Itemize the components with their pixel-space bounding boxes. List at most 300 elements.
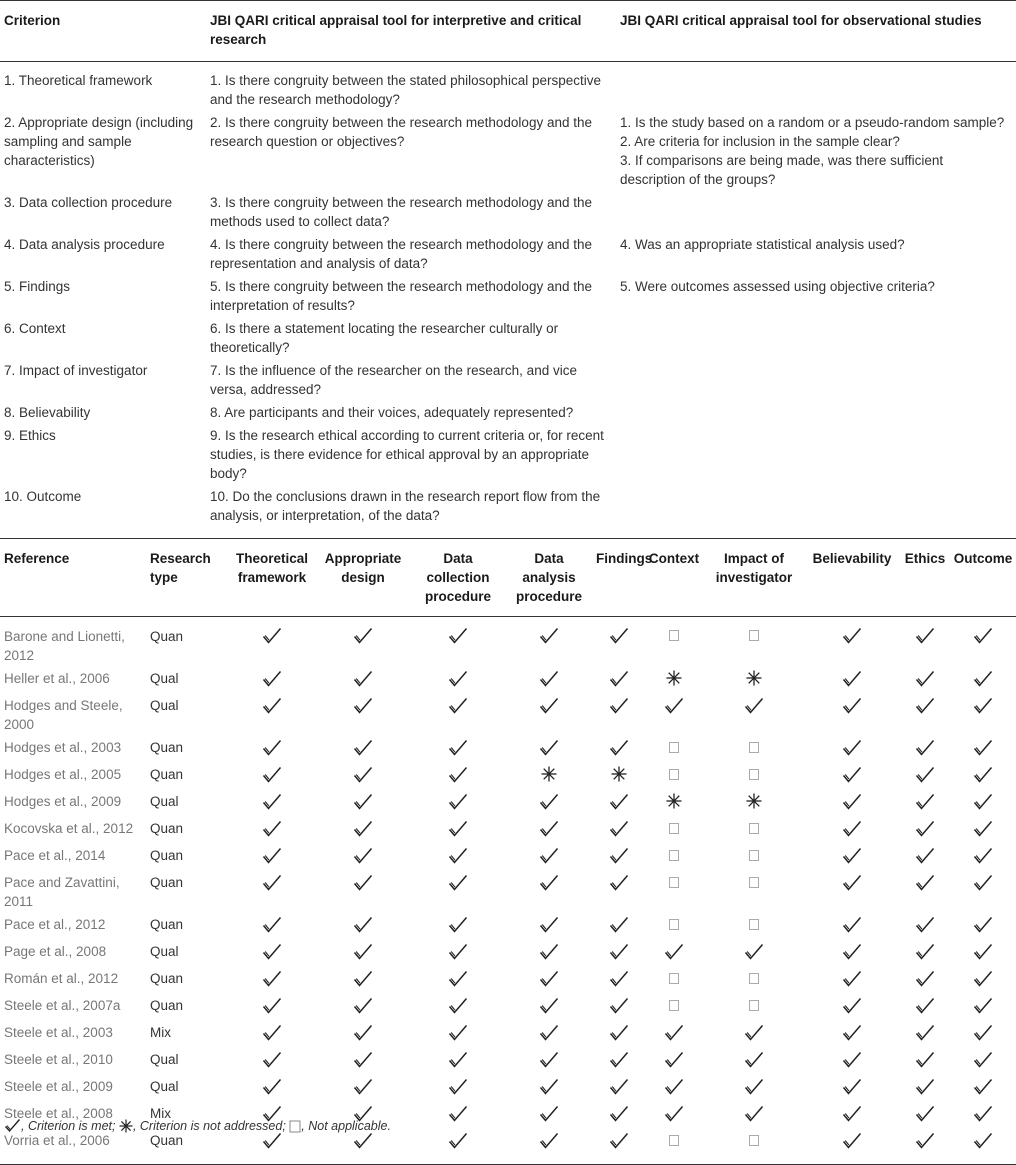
research-type-cell: Qual: [150, 698, 179, 713]
study-table: [0, 538, 1016, 1165]
check-icon: [262, 1024, 282, 1046]
check-icon: [744, 697, 764, 719]
criteria-header-row: [0, 1, 1016, 62]
research-type-cell: Qual: [150, 1052, 179, 1067]
criterion-met-cell: [950, 1021, 1016, 1048]
check-icon: [262, 847, 282, 869]
study-row: [0, 667, 1016, 694]
criterion-met-cell: [230, 940, 314, 967]
criterion-met-cell: [950, 667, 1016, 694]
criterion-met-cell: [504, 1048, 594, 1075]
study-header-findings: Findings: [596, 551, 653, 566]
check-icon: [842, 916, 862, 938]
criterion-met-cell: [230, 1021, 314, 1048]
criterion-met-cell: [230, 1075, 314, 1102]
research-type-cell: Quan: [150, 875, 184, 890]
box-icon: [669, 630, 679, 641]
star-icon: [119, 1119, 133, 1133]
check-icon: [609, 739, 629, 761]
check-icon: [448, 916, 468, 938]
criterion-met-cell: [412, 1075, 504, 1102]
research-type-cell: Quan: [150, 629, 184, 644]
study-row: [0, 871, 1016, 913]
check-icon: [842, 970, 862, 992]
check-icon: [664, 943, 684, 965]
criterion-met-cell: [950, 940, 1016, 967]
interpretive-question-cell: 10. Do the conclusions drawn in the research report flow from the analysis, or interpretation, of the data?: [210, 489, 601, 523]
check-icon: [262, 766, 282, 788]
criterion-met-cell: [900, 790, 950, 817]
reference-cell: Hodges et al., 2003: [4, 740, 122, 755]
research-type-cell: Quan: [150, 848, 184, 863]
not-applicable-cell: [644, 1129, 704, 1165]
check-icon: [842, 874, 862, 896]
research-type-cell: Mix: [150, 1106, 171, 1121]
check-icon: [842, 943, 862, 965]
check-icon: [664, 1105, 684, 1127]
criterion-met-cell: [950, 994, 1016, 1021]
criterion-met-cell: [804, 940, 900, 967]
criterion-met-cell: [314, 913, 412, 940]
check-icon: [973, 670, 993, 692]
criteria-row: [0, 62, 1016, 112]
criterion-met-cell: [504, 967, 594, 994]
check-icon: [539, 847, 559, 869]
research-type-cell: Qual: [150, 944, 179, 959]
criterion-not-addressed-cell: [504, 763, 594, 790]
check-icon: [353, 874, 373, 896]
reference-cell: Steele et al., 2009: [4, 1079, 113, 1094]
reference-cell: Hodges et al., 2005: [4, 767, 122, 782]
check-icon: [915, 916, 935, 938]
criterion-met-cell: [900, 763, 950, 790]
criterion-met-cell: [504, 871, 594, 913]
check-icon: [539, 1051, 559, 1073]
criterion-met-cell: [804, 667, 900, 694]
observational-question-cell: [616, 275, 1016, 317]
research-type-cell: Quan: [150, 821, 184, 836]
check-icon: [609, 916, 629, 938]
check-icon: [915, 874, 935, 896]
check-icon: [915, 820, 935, 842]
check-icon: [448, 1078, 468, 1100]
criterion-met-cell: [504, 736, 594, 763]
criterion-met-cell: [314, 844, 412, 871]
not-applicable-cell: [704, 844, 804, 871]
check-icon: [842, 670, 862, 692]
check-icon: [842, 1024, 862, 1046]
criterion-met-cell: [230, 736, 314, 763]
criterion-met-cell: [644, 694, 704, 736]
criterion-met-cell: [230, 763, 314, 790]
box-icon: [669, 769, 679, 780]
check-icon: [842, 766, 862, 788]
study-header-outcome: Outcome: [953, 551, 1013, 566]
study-row: [0, 994, 1016, 1021]
criteria-row: [0, 191, 1016, 233]
criterion-met-cell: [900, 817, 950, 844]
criterion-met-cell: [504, 617, 594, 668]
criterion-cell: 1. Theoretical framework: [4, 73, 153, 88]
reference-cell: Román et al., 2012: [4, 971, 119, 986]
criteria-row: [0, 485, 1016, 535]
criterion-met-cell: [230, 913, 314, 940]
criteria-table: [0, 0, 1016, 535]
observational-question-cell: [616, 424, 1016, 485]
criterion-met-cell: [314, 817, 412, 844]
study-header-context: Context: [648, 551, 700, 566]
box-icon: [669, 919, 679, 930]
criterion-met-cell: [230, 667, 314, 694]
reference-cell: Heller et al., 2006: [4, 671, 110, 686]
check-icon: [448, 766, 468, 788]
check-icon: [4, 1119, 21, 1133]
criterion-cell: 3. Data collection procedure: [4, 195, 173, 210]
criterion-met-cell: [230, 967, 314, 994]
check-icon: [609, 1132, 629, 1154]
check-icon: [915, 1078, 935, 1100]
check-icon: [539, 1132, 559, 1154]
criterion-met-cell: [504, 940, 594, 967]
interpretive-question-cell: 8. Are participants and their voices, adequately represented?: [210, 405, 574, 420]
check-icon: [973, 627, 993, 649]
criterion-met-cell: [900, 1102, 950, 1129]
check-icon: [915, 1105, 935, 1127]
check-icon: [448, 697, 468, 719]
criterion-met-cell: [412, 817, 504, 844]
check-icon: [262, 739, 282, 761]
observational-question: 5. Were outcomes assessed using objective criteria?: [620, 279, 935, 294]
check-icon: [744, 1024, 764, 1046]
check-icon: [448, 943, 468, 965]
check-icon: [448, 739, 468, 761]
study-header-impact: Impact of investigator: [715, 551, 793, 585]
box-icon: [749, 919, 759, 930]
box-icon: [749, 823, 759, 834]
check-icon: [842, 847, 862, 869]
not-applicable-cell: [704, 736, 804, 763]
criterion-met-cell: [594, 667, 644, 694]
check-icon: [539, 997, 559, 1019]
criterion-met-cell: [950, 1129, 1016, 1165]
criteria-row: [0, 275, 1016, 317]
criterion-met-cell: [704, 1021, 804, 1048]
check-icon: [448, 820, 468, 842]
check-icon: [664, 1024, 684, 1046]
observational-question-cell: [616, 317, 1016, 359]
study-row: [0, 940, 1016, 967]
legend-footnote: [4, 1118, 391, 1133]
not-applicable-cell: [644, 617, 704, 668]
study-row: [0, 694, 1016, 736]
criterion-met-cell: [594, 844, 644, 871]
check-icon: [539, 970, 559, 992]
check-icon: [842, 1105, 862, 1127]
check-icon: [842, 820, 862, 842]
criterion-met-cell: [804, 967, 900, 994]
not-applicable-cell: [644, 913, 704, 940]
reference-cell: Page et al., 2008: [4, 944, 107, 959]
criterion-cell: 9. Ethics: [4, 428, 56, 443]
criterion-met-cell: [412, 790, 504, 817]
criterion-met-cell: [950, 967, 1016, 994]
interpretive-question-cell: 1. Is there congruity between the stated philosophical perspective and the research methodology?: [210, 73, 601, 107]
criterion-met-cell: [504, 994, 594, 1021]
criterion-met-cell: [230, 617, 314, 668]
box-icon: [749, 973, 759, 984]
study-row: [0, 844, 1016, 871]
reference-cell: Pace et al., 2012: [4, 917, 106, 932]
criterion-met-cell: [594, 967, 644, 994]
check-icon: [353, 847, 373, 869]
study-row: [0, 1129, 1016, 1165]
criterion-not-addressed-cell: [704, 790, 804, 817]
not-applicable-cell: [644, 763, 704, 790]
interpretive-question-cell: 7. Is the influence of the researcher on the research, and vice versa, addressed?: [210, 363, 577, 397]
criterion-met-cell: [804, 1021, 900, 1048]
not-applicable-cell: [704, 817, 804, 844]
criteria-row: [0, 111, 1016, 191]
check-icon: [973, 820, 993, 842]
not-applicable-cell: [704, 913, 804, 940]
check-icon: [609, 997, 629, 1019]
check-icon: [915, 766, 935, 788]
check-icon: [744, 1078, 764, 1100]
observational-question: 3. If comparisons are being made, was there sufficient description of the groups?: [620, 153, 944, 187]
study-header-row: [0, 539, 1016, 617]
criterion-not-addressed-cell: [594, 763, 644, 790]
box-icon: [669, 973, 679, 984]
criterion-met-cell: [230, 817, 314, 844]
check-icon: [842, 697, 862, 719]
study-row: [0, 790, 1016, 817]
study-header-believability: Believability: [812, 551, 892, 566]
criterion-met-cell: [804, 817, 900, 844]
criterion-met-cell: [412, 1129, 504, 1165]
criterion-met-cell: [594, 1021, 644, 1048]
criterion-met-cell: [230, 1048, 314, 1075]
criteria-row: [0, 233, 1016, 275]
criterion-met-cell: [594, 694, 644, 736]
observational-question-cell: [616, 191, 1016, 233]
criterion-met-cell: [504, 667, 594, 694]
criterion-met-cell: [804, 871, 900, 913]
criterion-met-cell: [504, 913, 594, 940]
criteria-row: [0, 401, 1016, 424]
reference-cell: Hodges et al., 2009: [4, 794, 122, 809]
criterion-met-cell: [900, 967, 950, 994]
criterion-met-cell: [704, 940, 804, 967]
star-icon: [746, 793, 762, 814]
reference-cell: Barone and Lionetti, 2012: [4, 629, 125, 663]
box-icon: [669, 877, 679, 888]
check-icon: [609, 793, 629, 815]
check-icon: [262, 1051, 282, 1073]
criterion-met-cell: [230, 1129, 314, 1165]
study-row: [0, 763, 1016, 790]
check-icon: [262, 670, 282, 692]
box-icon: [749, 1000, 759, 1011]
box-icon: [669, 850, 679, 861]
check-icon: [262, 820, 282, 842]
criterion-not-addressed-cell: [644, 667, 704, 694]
check-icon: [539, 916, 559, 938]
criterion-met-cell: [950, 617, 1016, 668]
study-row: [0, 817, 1016, 844]
criterion-met-cell: [900, 667, 950, 694]
check-icon: [353, 739, 373, 761]
study-row: [0, 1075, 1016, 1102]
criterion-met-cell: [412, 913, 504, 940]
criterion-met-cell: [950, 1075, 1016, 1102]
research-type-cell: Qual: [150, 671, 179, 686]
check-icon: [842, 1132, 862, 1154]
check-icon: [539, 697, 559, 719]
check-icon: [915, 1051, 935, 1073]
box-icon: [669, 742, 679, 753]
study-header-ethics: Ethics: [904, 551, 946, 566]
criterion-met-cell: [900, 1075, 950, 1102]
check-icon: [664, 1078, 684, 1100]
box-icon: [749, 850, 759, 861]
criterion-met-cell: [412, 736, 504, 763]
criterion-met-cell: [804, 1048, 900, 1075]
criterion-met-cell: [900, 940, 950, 967]
check-icon: [973, 766, 993, 788]
research-type-cell: Qual: [150, 794, 179, 809]
criterion-met-cell: [504, 1075, 594, 1102]
criterion-met-cell: [594, 913, 644, 940]
criterion-met-cell: [412, 871, 504, 913]
star-icon: [666, 793, 682, 814]
criterion-met-cell: [594, 617, 644, 668]
research-type-cell: Mix: [150, 1025, 171, 1040]
box-icon: [289, 1119, 301, 1133]
observational-question-list: [620, 235, 1012, 254]
check-icon: [664, 1051, 684, 1073]
criterion-met-cell: [594, 1102, 644, 1129]
study-row: [0, 617, 1016, 668]
check-icon: [915, 793, 935, 815]
interpretive-question-cell: 3. Is there congruity between the research methodology and the methods used to collect data?: [210, 195, 592, 229]
check-icon: [353, 627, 373, 649]
check-icon: [842, 739, 862, 761]
check-icon: [609, 874, 629, 896]
not-applicable-cell: [644, 994, 704, 1021]
study-header-theoretical-framework: Theoretical framework: [235, 551, 309, 585]
observational-question-cell: [616, 62, 1016, 112]
observational-question: 1. Is the study based on a random or a pseudo-random sample?: [620, 115, 1005, 130]
criterion-met-cell: [594, 871, 644, 913]
criterion-met-cell: [900, 871, 950, 913]
criterion-met-cell: [504, 790, 594, 817]
interpretive-question-cell: 2. Is there congruity between the research methodology and the research question or objectives?: [210, 115, 592, 149]
criterion-met-cell: [950, 1102, 1016, 1129]
not-applicable-cell: [704, 967, 804, 994]
check-icon: [609, 943, 629, 965]
criterion-met-cell: [900, 844, 950, 871]
check-icon: [609, 1051, 629, 1073]
check-icon: [353, 916, 373, 938]
check-icon: [973, 793, 993, 815]
criterion-met-cell: [314, 1075, 412, 1102]
star-icon: [666, 670, 682, 691]
criterion-met-cell: [950, 871, 1016, 913]
criterion-met-cell: [704, 1048, 804, 1075]
criterion-met-cell: [594, 1129, 644, 1165]
check-icon: [973, 874, 993, 896]
check-icon: [262, 793, 282, 815]
criterion-met-cell: [412, 967, 504, 994]
check-icon: [353, 970, 373, 992]
interpretive-question-cell: 6. Is there a statement locating the researcher culturally or theoretically?: [210, 321, 559, 355]
criterion-met-cell: [594, 1075, 644, 1102]
box-icon: [749, 1135, 759, 1146]
criterion-met-cell: [704, 694, 804, 736]
not-applicable-cell: [644, 967, 704, 994]
criterion-met-cell: [900, 994, 950, 1021]
not-applicable-cell: [644, 844, 704, 871]
check-icon: [842, 627, 862, 649]
check-icon: [262, 627, 282, 649]
check-icon: [915, 997, 935, 1019]
check-icon: [448, 1051, 468, 1073]
criterion-met-cell: [230, 790, 314, 817]
check-icon: [609, 847, 629, 869]
interpretive-question-cell: 5. Is there congruity between the research methodology and the interpretation of results?: [210, 279, 592, 313]
check-icon: [609, 970, 629, 992]
criterion-met-cell: [804, 763, 900, 790]
criterion-cell: 4. Data analysis procedure: [4, 237, 165, 252]
criterion-met-cell: [504, 1129, 594, 1165]
check-icon: [973, 847, 993, 869]
criterion-met-cell: [230, 694, 314, 736]
criterion-met-cell: [804, 913, 900, 940]
criterion-cell: 5. Findings: [4, 279, 71, 294]
criteria-row: [0, 317, 1016, 359]
criterion-met-cell: [230, 844, 314, 871]
reference-cell: Steele et al., 2008: [4, 1106, 113, 1121]
not-applicable-cell: [704, 994, 804, 1021]
criterion-met-cell: [504, 1021, 594, 1048]
observational-question: 4. Was an appropriate statistical analysis used?: [620, 237, 905, 252]
check-icon: [744, 1051, 764, 1073]
check-icon: [915, 670, 935, 692]
check-icon: [448, 1105, 468, 1127]
check-icon: [915, 697, 935, 719]
study-body: [0, 617, 1016, 1165]
box-icon: [749, 630, 759, 641]
check-icon: [609, 670, 629, 692]
not-applicable-cell: [704, 871, 804, 913]
criterion-met-cell: [644, 1048, 704, 1075]
research-type-cell: Quan: [150, 917, 184, 932]
criterion-met-cell: [704, 1102, 804, 1129]
study-header-data-analysis: Data analysis procedure: [515, 551, 583, 604]
check-icon: [973, 1024, 993, 1046]
check-icon: [744, 1105, 764, 1127]
research-type-cell: Qual: [150, 1079, 179, 1094]
not-applicable-cell: [704, 763, 804, 790]
criterion-met-cell: [804, 790, 900, 817]
check-icon: [262, 916, 282, 938]
study-row: [0, 736, 1016, 763]
check-icon: [973, 997, 993, 1019]
criterion-met-cell: [412, 617, 504, 668]
criterion-met-cell: [412, 1048, 504, 1075]
not-applicable-cell: [644, 736, 704, 763]
criterion-met-cell: [504, 844, 594, 871]
